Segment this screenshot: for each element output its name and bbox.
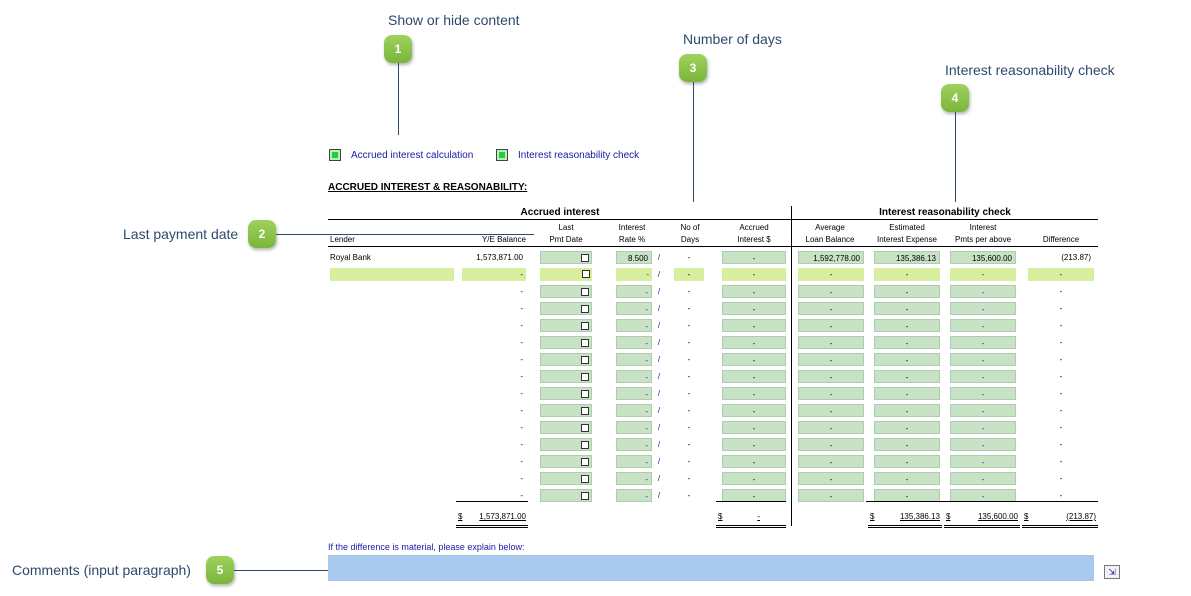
callout-leader-3 <box>693 82 694 202</box>
table-row <box>0 285 1191 298</box>
cell-ye-balance: - <box>520 406 523 415</box>
cell-average-loan[interactable]: - <box>798 353 864 366</box>
total-rule <box>456 501 528 502</box>
cell-lender[interactable] <box>330 268 454 281</box>
cell-last-pmt-date[interactable] <box>540 285 592 298</box>
cell-lender <box>330 438 454 451</box>
toggle-on-icon[interactable] <box>496 149 508 161</box>
cell-accrued-interest: - <box>722 472 786 485</box>
cell-average-loan[interactable]: - <box>798 421 864 434</box>
cell-interest-rate[interactable]: - <box>616 268 652 281</box>
cell-difference: - <box>1059 338 1063 347</box>
header-line: Interest <box>969 223 997 232</box>
cell-no-of-days: - <box>687 355 691 364</box>
table-row <box>0 353 1191 366</box>
header-line: Loan Balance <box>805 235 855 244</box>
header-no-of-days <box>670 222 710 246</box>
header-line: Rate % <box>618 235 646 244</box>
cell-difference: - <box>1059 440 1063 449</box>
cell-accrued-interest: - <box>722 319 786 332</box>
calendar-icon[interactable] <box>582 270 590 278</box>
calendar-icon[interactable] <box>581 288 589 296</box>
callout-title-5: Comments (input paragraph) <box>12 562 191 578</box>
calendar-icon[interactable] <box>581 492 589 500</box>
table-row <box>0 472 1191 485</box>
cell-no-of-days: - <box>687 338 691 347</box>
cell-ye-balance: - <box>520 457 523 466</box>
cell-ye-balance: - <box>520 491 523 500</box>
cell-no-of-days: - <box>687 406 691 415</box>
total-value: 1,573,871.00 <box>479 512 526 521</box>
total-accrued-interest <box>716 512 786 528</box>
total-value: 135,386.13 <box>899 512 940 521</box>
callout-badge-5: 5 <box>206 556 234 584</box>
cell-difference: - <box>1059 457 1063 466</box>
total-value: (213.87) <box>1066 512 1096 521</box>
column-header-rule <box>328 246 1098 247</box>
cell-ye-balance: - <box>520 423 523 432</box>
calendar-icon[interactable] <box>581 458 589 466</box>
calendar-icon[interactable] <box>581 254 589 262</box>
cell-ye-balance: - <box>520 304 523 313</box>
cell-rate-slash: / <box>657 287 661 296</box>
cell-lender <box>330 353 454 366</box>
header-average-loan <box>796 222 864 246</box>
cell-estimated-expense[interactable]: - <box>874 404 940 417</box>
cell-interest-rate[interactable]: - <box>616 285 652 298</box>
cell-last-pmt-date[interactable] <box>540 370 592 383</box>
table-row <box>0 302 1191 315</box>
cell-difference: - <box>1059 389 1063 398</box>
total-difference <box>1022 512 1098 528</box>
cell-pmts-per-above[interactable]: - <box>950 387 1016 400</box>
cell-difference[interactable]: - <box>1028 268 1094 281</box>
calendar-icon[interactable] <box>581 322 589 330</box>
cell-lender: Royal Bank <box>330 253 371 262</box>
calendar-icon[interactable] <box>581 390 589 398</box>
cell-interest-rate[interactable]: - <box>616 421 652 434</box>
header-line: Pmts per above <box>954 235 1012 244</box>
calendar-icon[interactable] <box>581 424 589 432</box>
currency-symbol: $ <box>458 512 463 521</box>
cell-accrued-interest: - <box>722 353 786 366</box>
header-lender: Lender <box>330 235 355 244</box>
cell-lender <box>330 370 454 383</box>
header-line: Estimated <box>889 223 925 232</box>
cell-lender <box>330 472 454 485</box>
cell-estimated-expense[interactable]: - <box>874 268 940 281</box>
cell-difference: (213.87) <box>1061 253 1091 262</box>
cell-difference: - <box>1059 423 1063 432</box>
table-row <box>0 387 1191 400</box>
cell-rate-slash: / <box>657 338 661 347</box>
cell-interest-rate[interactable]: - <box>616 455 652 468</box>
cell-difference: - <box>1059 287 1063 296</box>
cell-difference: - <box>1059 491 1063 500</box>
cell-last-pmt-date[interactable] <box>540 268 592 281</box>
cell-lender <box>330 455 454 468</box>
cell-accrued-interest: - <box>722 251 786 264</box>
cell-interest-rate[interactable]: - <box>616 302 652 315</box>
header-line: Average <box>815 223 845 232</box>
cell-average-loan[interactable]: - <box>798 438 864 451</box>
header-accrued-interest <box>722 222 786 246</box>
cell-rate-slash: / <box>657 355 661 364</box>
cell-no-of-days: - <box>687 321 691 330</box>
cell-accrued-interest: - <box>722 302 786 315</box>
cell-lender <box>330 489 454 502</box>
cell-interest-rate[interactable]: - <box>616 404 652 417</box>
calendar-icon[interactable] <box>581 373 589 381</box>
total-rule <box>866 501 1098 502</box>
cell-lender <box>330 421 454 434</box>
cell-last-pmt-date[interactable] <box>540 251 592 264</box>
callout-title-4: Interest reasonability check <box>945 62 1115 78</box>
cell-accrued-interest: - <box>722 285 786 298</box>
cell-ye-balance: - <box>520 338 523 347</box>
cell-difference: - <box>1059 321 1063 330</box>
header-interest-rate <box>610 222 654 246</box>
calendar-icon[interactable] <box>581 441 589 449</box>
cell-interest-rate[interactable]: - <box>616 370 652 383</box>
cell-interest-rate[interactable]: 8.500 <box>616 251 652 264</box>
cell-rate-slash: / <box>657 406 661 415</box>
cell-interest-rate[interactable]: - <box>616 387 652 400</box>
cell-accrued-interest: - <box>722 370 786 383</box>
toggle-accrued-interest[interactable] <box>329 149 473 161</box>
cell-no-of-days: - <box>687 287 691 296</box>
group-accrued-interest: Accrued interest <box>520 207 600 218</box>
cell-rate-slash: / <box>657 440 661 449</box>
cell-estimated-expense[interactable]: - <box>874 472 940 485</box>
cell-ye-balance: - <box>520 474 523 483</box>
cell-last-pmt-date[interactable] <box>540 353 592 366</box>
cell-pmts-per-above[interactable]: - <box>950 455 1016 468</box>
cell-estimated-expense[interactable]: - <box>874 302 940 315</box>
cell-accrued-interest: - <box>722 404 786 417</box>
cell-pmts-per-above[interactable]: - <box>950 472 1016 485</box>
table-row <box>0 370 1191 383</box>
group-header-rule <box>328 219 1098 220</box>
cell-last-pmt-date[interactable] <box>540 404 592 417</box>
cell-difference: - <box>1059 355 1063 364</box>
header-difference: Difference <box>1042 235 1080 244</box>
cell-estimated-expense[interactable]: - <box>874 370 940 383</box>
total-rule <box>716 501 786 502</box>
cell-interest-rate[interactable]: - <box>616 438 652 451</box>
cell-lender <box>330 404 454 417</box>
cell-accrued-interest: - <box>722 489 786 502</box>
group-reasonability-check: Interest reasonability check <box>879 207 1011 218</box>
cell-average-loan[interactable]: - <box>798 404 864 417</box>
calendar-icon[interactable] <box>581 475 589 483</box>
cell-last-pmt-date[interactable] <box>540 319 592 332</box>
callout-badge-2: 2 <box>248 220 276 248</box>
cell-estimated-expense[interactable]: 135,386.13 <box>874 251 940 264</box>
cell-average-loan[interactable]: - <box>798 302 864 315</box>
cell-pmts-per-above[interactable]: - <box>950 319 1016 332</box>
header-pmts-per-above <box>946 222 1020 246</box>
cell-interest-rate[interactable]: - <box>616 319 652 332</box>
toggle-label[interactable]: Interest reasonability check <box>518 149 640 161</box>
cell-difference: - <box>1059 406 1063 415</box>
cell-no-of-days: - <box>687 474 691 483</box>
table-row <box>0 455 1191 468</box>
cell-difference: - <box>1059 474 1063 483</box>
cell-pmts-per-above[interactable]: - <box>950 285 1016 298</box>
table-row <box>0 404 1191 417</box>
cell-no-of-days: - <box>687 372 691 381</box>
cell-no-of-days: - <box>687 389 691 398</box>
cell-average-loan[interactable]: - <box>798 472 864 485</box>
cell-average-loan[interactable]: - <box>798 387 864 400</box>
callout-leader-5 <box>234 570 328 571</box>
header-line: Interest <box>618 223 646 232</box>
cell-pmts-per-above[interactable]: - <box>950 302 1016 315</box>
calendar-icon[interactable] <box>581 339 589 347</box>
expand-comment-icon[interactable]: ⇲ <box>1104 565 1120 579</box>
cell-estimated-expense[interactable]: - <box>874 387 940 400</box>
cell-interest-rate[interactable]: - <box>616 472 652 485</box>
cell-rate-slash: / <box>657 491 661 500</box>
toggle-reasonability-check[interactable] <box>496 149 639 161</box>
cell-pmts-per-above[interactable]: 135,600.00 <box>950 251 1016 264</box>
cell-ye-balance: 1,573,871.00 <box>476 253 523 262</box>
header-line: Pmt Date <box>549 235 583 244</box>
cell-no-of-days: - <box>687 304 691 313</box>
cell-lender <box>330 387 454 400</box>
total-estimated-expense <box>868 512 942 528</box>
total-ye-balance <box>456 512 528 528</box>
cell-average-loan[interactable]: 1,592,778.00 <box>798 251 864 264</box>
total-pmts-per-above <box>944 512 1020 528</box>
currency-symbol: $ <box>946 512 951 521</box>
cell-no-of-days: - <box>687 440 691 449</box>
cell-estimated-expense[interactable]: - <box>874 336 940 349</box>
cell-pmts-per-above[interactable]: - <box>950 353 1016 366</box>
callout-leader-1 <box>398 63 399 135</box>
cell-accrued-interest: - <box>722 336 786 349</box>
cell-no-of-days[interactable]: - <box>674 268 704 281</box>
cell-last-pmt-date[interactable] <box>540 455 592 468</box>
cell-lender <box>330 285 454 298</box>
table-row <box>0 336 1191 349</box>
header-last-pmt <box>540 222 592 246</box>
cell-pmts-per-above[interactable]: - <box>950 438 1016 451</box>
cell-average-loan[interactable]: - <box>798 489 864 502</box>
cell-last-pmt-date[interactable] <box>540 438 592 451</box>
cell-rate-slash: / <box>657 457 661 466</box>
cell-no-of-days: - <box>687 253 691 262</box>
cell-pmts-per-above[interactable]: - <box>950 404 1016 417</box>
callout-leader-4 <box>955 112 956 202</box>
header-line: Accrued <box>739 223 769 232</box>
cell-rate-slash: / <box>657 270 661 279</box>
table-row <box>0 319 1191 332</box>
toggle-label[interactable]: Accrued interest calculation <box>351 149 474 161</box>
cell-estimated-expense[interactable]: - <box>874 455 940 468</box>
currency-symbol: $ <box>1024 512 1029 521</box>
cell-ye-balance: - <box>520 372 523 381</box>
cell-last-pmt-date[interactable] <box>540 387 592 400</box>
header-line: No of <box>680 223 700 232</box>
callout-badge-1: 1 <box>384 35 412 63</box>
header-line: Interest $ <box>737 235 771 244</box>
header-estimated-expense <box>868 222 946 246</box>
cell-pmts-per-above[interactable]: - <box>950 489 1016 502</box>
total-value: - <box>757 512 760 521</box>
table-row <box>0 251 1191 264</box>
comments-prompt: If the difference is material, please explain below: <box>328 542 525 552</box>
cell-interest-rate[interactable]: - <box>616 489 652 502</box>
cell-accrued-interest: - <box>722 438 786 451</box>
currency-symbol: $ <box>718 512 723 521</box>
cell-pmts-per-above[interactable]: - <box>950 370 1016 383</box>
table-row <box>0 421 1191 434</box>
cell-last-pmt-date[interactable] <box>540 336 592 349</box>
cell-ye-balance: - <box>520 389 523 398</box>
cell-no-of-days: - <box>687 457 691 466</box>
table-row <box>0 268 1191 281</box>
callout-badge-3: 3 <box>679 54 707 82</box>
cell-last-pmt-date[interactable] <box>540 302 592 315</box>
cell-average-loan[interactable]: - <box>798 370 864 383</box>
cell-ye-balance: - <box>520 287 523 296</box>
calendar-icon[interactable] <box>581 407 589 415</box>
cell-ye-balance: - <box>520 355 523 364</box>
cell-average-loan[interactable]: - <box>798 268 864 281</box>
cell-difference: - <box>1059 304 1063 313</box>
cell-last-pmt-date[interactable] <box>540 489 592 502</box>
cell-last-pmt-date[interactable] <box>540 472 592 485</box>
cell-rate-slash: / <box>657 474 661 483</box>
section-title: ACCRUED INTEREST & REASONABILITY: <box>328 182 528 193</box>
cell-estimated-expense[interactable]: - <box>874 319 940 332</box>
cell-no-of-days: - <box>687 423 691 432</box>
cell-ye-balance[interactable]: - <box>462 268 526 281</box>
cell-pmts-per-above[interactable]: - <box>950 268 1016 281</box>
currency-symbol: $ <box>870 512 875 521</box>
cell-rate-slash: / <box>657 389 661 398</box>
cell-accrued-interest: - <box>722 421 786 434</box>
cell-estimated-expense[interactable]: - <box>874 353 940 366</box>
cell-difference: - <box>1059 372 1063 381</box>
cell-lender <box>330 319 454 332</box>
comments-input[interactable] <box>328 555 1094 581</box>
callout-title-2: Last payment date <box>123 226 239 242</box>
cell-rate-slash: / <box>657 253 661 262</box>
cell-accrued-interest: - <box>722 268 786 281</box>
cell-pmts-per-above[interactable]: - <box>950 336 1016 349</box>
cell-lender <box>330 302 454 315</box>
cell-rate-slash: / <box>657 304 661 313</box>
cell-lender <box>330 336 454 349</box>
cell-interest-rate[interactable]: - <box>616 353 652 366</box>
cell-average-loan[interactable]: - <box>798 336 864 349</box>
total-value: 135,600.00 <box>977 512 1018 521</box>
callout-badge-4: 4 <box>941 84 969 112</box>
cell-no-of-days: - <box>687 491 691 500</box>
cell-average-loan[interactable]: - <box>798 455 864 468</box>
cell-last-pmt-date[interactable] <box>540 421 592 434</box>
cell-average-loan[interactable]: - <box>798 319 864 332</box>
cell-rate-slash: / <box>657 372 661 381</box>
toggle-on-icon[interactable] <box>329 149 341 161</box>
cell-estimated-expense[interactable]: - <box>874 438 940 451</box>
callout-title-1: Show or hide content <box>388 12 520 28</box>
cell-accrued-interest: - <box>722 455 786 468</box>
cell-ye-balance: - <box>520 440 523 449</box>
cell-estimated-expense[interactable]: - <box>874 285 940 298</box>
cell-pmts-per-above[interactable]: - <box>950 421 1016 434</box>
cell-rate-slash: / <box>657 423 661 432</box>
header-line: Interest Expense <box>876 235 938 244</box>
cell-interest-rate[interactable]: - <box>616 336 652 349</box>
cell-estimated-expense[interactable]: - <box>874 421 940 434</box>
header-ye-balance: Y/E Balance <box>481 235 526 244</box>
header-line: Last <box>558 223 574 232</box>
calendar-icon[interactable] <box>581 356 589 364</box>
cell-accrued-interest: - <box>722 387 786 400</box>
cell-ye-balance: - <box>520 321 523 330</box>
table-row <box>0 438 1191 451</box>
header-line: Days <box>680 235 700 244</box>
cell-estimated-expense[interactable]: - <box>874 489 940 502</box>
cell-average-loan[interactable]: - <box>798 285 864 298</box>
calendar-icon[interactable] <box>581 305 589 313</box>
cell-rate-slash: / <box>657 321 661 330</box>
callout-title-3: Number of days <box>683 31 782 47</box>
